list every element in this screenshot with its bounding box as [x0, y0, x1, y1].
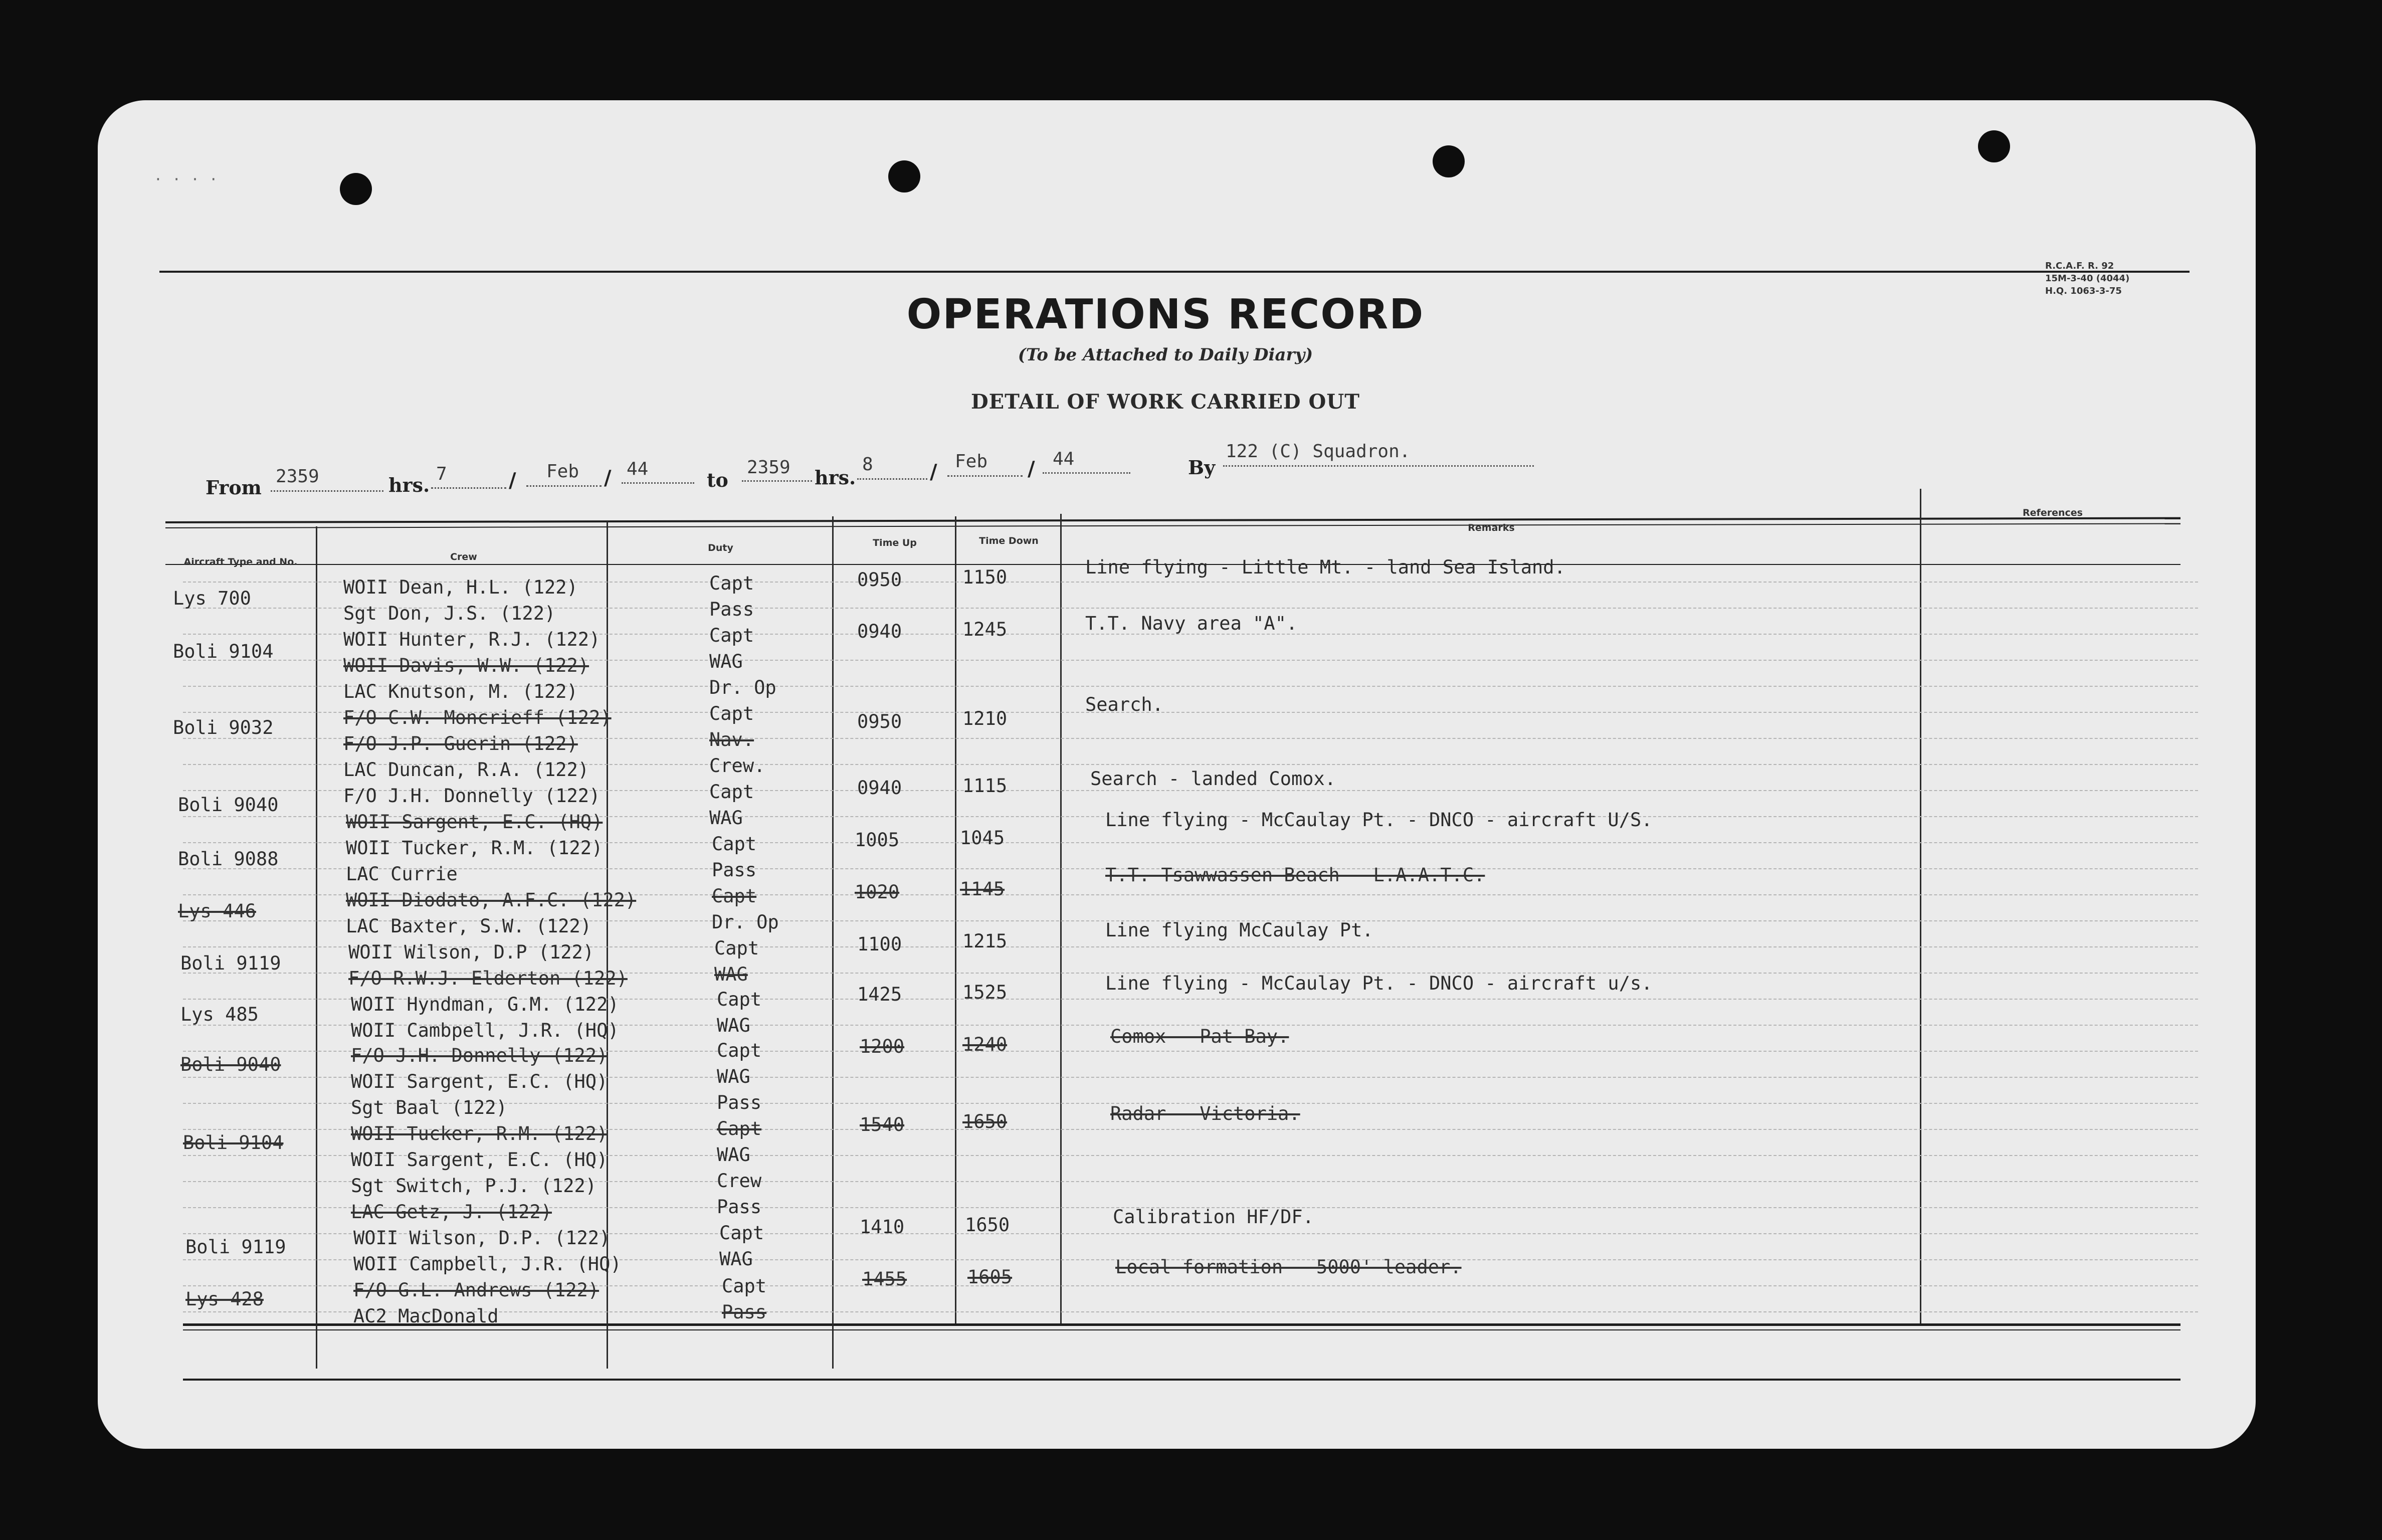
- header-time-down: Time Down: [979, 535, 1039, 546]
- aircraft-cell: Boli 9119: [180, 952, 281, 974]
- aircraft-cell: Boli 9032: [173, 717, 274, 738]
- crew-cell: F/O J.H. Donnelly (122): [343, 785, 601, 807]
- duty-cell: WAG: [717, 1144, 750, 1166]
- date-separator: /: [509, 469, 516, 492]
- remarks-cell: Line flying - Little Mt. - land Sea Island.: [1085, 556, 1565, 578]
- duty-cell: Pass: [712, 859, 757, 881]
- crew-cell: WOII Cambpell, J.R. (HQ): [351, 1020, 619, 1041]
- crew-cell: WOII Hunter, R.J. (122): [343, 629, 601, 650]
- time-down-cell: 1115: [962, 775, 1008, 797]
- header-remarks: Remarks: [1468, 522, 1515, 533]
- time-down-cell: 1525: [962, 982, 1008, 1003]
- time-down-cell: 1215: [962, 930, 1008, 952]
- from-year-line: [622, 482, 694, 484]
- to-time: 2359: [747, 457, 790, 478]
- header-references: References: [2023, 507, 2083, 518]
- aircraft-cell: Boli 9088: [178, 848, 279, 870]
- aircraft-cell: Boli 9104: [183, 1132, 284, 1153]
- remarks-cell: Radar - Victoria.: [1110, 1103, 1300, 1124]
- duty-cell: Pass: [709, 599, 754, 620]
- duty-cell: Capt: [709, 625, 754, 646]
- aircraft-cell: Lys 446: [178, 900, 256, 922]
- card-bottom-rule: [183, 1379, 2180, 1381]
- aircraft-cell: Boli 9040: [180, 1054, 281, 1075]
- time-down-cell: 1145: [960, 878, 1005, 900]
- duty-cell: Capt: [712, 833, 757, 855]
- header-duty: Duty: [708, 542, 733, 553]
- column-divider: [832, 516, 834, 1369]
- to-day: 8: [862, 454, 873, 475]
- crew-cell: F/O J.P. Guerin (122): [343, 733, 578, 754]
- crew-cell: LAC Getz, J. (122): [351, 1201, 552, 1223]
- to-day-line: [857, 478, 927, 480]
- hrs-label-2: hrs.: [815, 466, 856, 489]
- remarks-cell: T.T. Navy area "A".: [1085, 613, 1298, 634]
- crew-cell: WOII Diodato, A.F.C. (122): [346, 889, 637, 911]
- date-separator: /: [604, 466, 612, 490]
- crew-cell: F/O J.H. Donnelly (122): [351, 1045, 608, 1066]
- remarks-cell: Line flying - McCaulay Pt. - DNCO - aircraft U/S.: [1105, 809, 1653, 831]
- column-divider: [316, 526, 317, 1369]
- remarks-cell: Search - landed Comox.: [1090, 768, 1336, 790]
- time-up-cell: 1100: [857, 933, 902, 955]
- remarks-cell: T.T. Tsawwassen Beach - L.A.A.T.C.: [1105, 864, 1485, 886]
- from-time: 2359: [276, 466, 319, 487]
- squadron-line: [1223, 465, 1534, 467]
- to-label: to: [707, 469, 728, 491]
- form-ref-line: 15M-3-40 (4044): [2045, 273, 2130, 284]
- crew-cell: WOII Sargent, E.C. (HQ): [351, 1149, 608, 1171]
- date-separator: /: [930, 460, 937, 484]
- time-down-cell: 1650: [962, 1111, 1008, 1132]
- time-up-cell: 1020: [855, 881, 900, 903]
- from-month: Feb: [546, 461, 579, 482]
- header-aircraft: Aircraft Type and No.: [183, 556, 298, 567]
- punch-hole: [1433, 145, 1465, 177]
- crew-cell: WOII Tucker, R.M. (122): [346, 837, 603, 859]
- crew-cell: WOII Tucker, R.M. (122): [351, 1123, 608, 1144]
- form-ref-line: H.Q. 1063-3-75: [2045, 286, 2122, 296]
- duty-cell: WAG: [717, 1015, 750, 1036]
- crew-cell: LAC Duncan, R.A. (122): [343, 759, 589, 781]
- duty-cell: WAG: [714, 964, 748, 985]
- time-up-cell: 1455: [862, 1268, 907, 1290]
- crew-cell: F/O R.W.J. Elderton (122): [348, 968, 628, 989]
- crew-cell: LAC Baxter, S.W. (122): [346, 915, 592, 937]
- from-label: From: [206, 476, 262, 499]
- duty-cell: Dr. Op: [712, 911, 779, 933]
- duty-cell: Capt: [709, 572, 754, 594]
- remarks-cell: Search.: [1085, 694, 1163, 715]
- crew-cell: WOII Wilson, D.P (122): [348, 941, 594, 963]
- date-separator: /: [1028, 457, 1035, 481]
- to-year: 44: [1053, 449, 1075, 469]
- time-down-cell: 1605: [967, 1266, 1013, 1288]
- crew-cell: Sgt Don, J.S. (122): [343, 603, 556, 624]
- to-month-line: [947, 475, 1023, 477]
- crew-cell: AC2 MacDonald: [353, 1305, 499, 1327]
- time-down-cell: 1650: [965, 1214, 1010, 1236]
- duty-cell: Pass: [717, 1092, 762, 1113]
- from-time-line: [271, 490, 383, 492]
- duty-cell: WAG: [709, 651, 743, 672]
- aircraft-cell: Boli 9119: [185, 1236, 286, 1258]
- remarks-cell: Calibration HF/DF.: [1113, 1206, 1314, 1228]
- duty-cell: WAG: [719, 1248, 753, 1270]
- hrs-label: hrs.: [388, 474, 430, 496]
- section-heading: DETAIL OF WORK CARRIED OUT: [970, 390, 1360, 414]
- duty-cell: WAG: [709, 807, 743, 829]
- duty-cell: WAG: [717, 1066, 750, 1087]
- duty-cell: Dr. Op: [709, 677, 776, 698]
- from-year: 44: [627, 459, 649, 479]
- aircraft-cell: Lys 485: [180, 1004, 259, 1025]
- time-up-cell: 1410: [860, 1216, 905, 1238]
- aircraft-cell: Lys 700: [173, 588, 251, 609]
- duty-cell: Nav.: [709, 729, 754, 750]
- crew-cell: WOII Wilson, D.P. (122): [353, 1227, 611, 1249]
- squadron: 122 (C) Squadron.: [1226, 441, 1411, 462]
- duty-cell: Capt: [717, 989, 762, 1010]
- duty-cell: Capt: [717, 1040, 762, 1061]
- crew-cell: Sgt Switch, P.J. (122): [351, 1175, 597, 1197]
- time-down-cell: 1210: [962, 708, 1008, 729]
- time-down-cell: 1240: [962, 1034, 1008, 1055]
- from-day: 7: [436, 464, 447, 484]
- remarks-cell: Line flying McCaulay Pt.: [1105, 919, 1373, 941]
- duty-cell: Capt: [722, 1275, 767, 1297]
- aircraft-cell: Boli 9040: [178, 794, 279, 816]
- page-title: OPERATIONS RECORD: [906, 291, 1425, 338]
- time-down-cell: 1245: [962, 619, 1008, 640]
- duty-cell: Pass: [722, 1301, 767, 1323]
- page-subtitle: (To be Attached to Daily Diary): [1018, 345, 1313, 365]
- crew-cell: WOII Hyndman, G.M. (122): [351, 994, 619, 1015]
- duty-cell: Capt: [714, 937, 759, 959]
- crew-cell: WOII Dean, H.L. (122): [343, 576, 578, 598]
- duty-cell: Crew.: [709, 755, 765, 777]
- duty-cell: Capt: [717, 1118, 762, 1139]
- crew-cell: WOII Davis, W.W. (122): [343, 655, 589, 676]
- form-ref-line: R.C.A.F. R. 92: [2045, 261, 2114, 271]
- crew-cell: LAC Currie: [346, 863, 458, 885]
- crew-cell: LAC Knutson, M. (122): [343, 681, 578, 702]
- crew-cell: WOII Sargent, E.C. (HQ): [346, 811, 603, 833]
- punch-hole: [340, 173, 372, 205]
- duty-cell: Capt: [709, 781, 754, 803]
- corner-dots: ····: [155, 169, 230, 189]
- crew-cell: F/O G.L. Andrews (122): [353, 1279, 600, 1301]
- from-day-line: [431, 487, 506, 489]
- time-up-cell: 0940: [857, 777, 902, 799]
- crew-cell: WOII Campbell, J.R. (HQ): [353, 1253, 622, 1275]
- remarks-cell: Local formation - 5000' leader.: [1115, 1256, 1462, 1278]
- crew-cell: F/O C.W. Moncrieff (122): [343, 707, 612, 728]
- time-up-cell: 0950: [857, 711, 902, 732]
- time-down-cell: 1150: [962, 566, 1008, 588]
- duty-cell: Capt: [712, 885, 757, 907]
- column-divider: [1920, 489, 1921, 1323]
- punch-hole: [888, 160, 920, 192]
- header-crew: Crew: [450, 551, 477, 562]
- time-up-cell: 1005: [855, 829, 900, 851]
- to-year-line: [1043, 472, 1130, 474]
- crew-cell: Sgt Baal (122): [351, 1097, 507, 1118]
- from-month-line: [526, 485, 602, 487]
- time-up-cell: 0940: [857, 621, 902, 642]
- table-bottom-rule-2: [183, 1329, 2180, 1330]
- crew-cell: WOII Sargent, E.C. (HQ): [351, 1071, 608, 1092]
- time-up-cell: 1200: [860, 1036, 905, 1057]
- duty-cell: Capt: [709, 703, 754, 724]
- punch-hole: [1978, 130, 2010, 162]
- duty-cell: Capt: [719, 1222, 764, 1244]
- time-up-cell: 1425: [857, 984, 902, 1005]
- time-down-cell: 1045: [960, 827, 1005, 849]
- remarks-cell: Line flying - McCaulay Pt. - DNCO - aircraft u/s.: [1105, 973, 1653, 994]
- aircraft-cell: Lys 428: [185, 1288, 264, 1310]
- to-time-line: [742, 480, 812, 482]
- by-label: By: [1188, 456, 1216, 479]
- duty-cell: Pass: [717, 1196, 762, 1218]
- column-divider: [1060, 514, 1062, 1323]
- header-time-up: Time Up: [873, 537, 917, 548]
- column-divider: [955, 516, 956, 1323]
- aircraft-cell: Boli 9104: [173, 641, 274, 662]
- remarks-cell: Comox - Pat Bay.: [1110, 1026, 1289, 1047]
- time-up-cell: 1540: [860, 1114, 905, 1135]
- time-up-cell: 0950: [857, 569, 902, 591]
- form-reference: [2045, 260, 2129, 297]
- top-rule: [159, 271, 2190, 273]
- to-month: Feb: [955, 451, 988, 472]
- duty-cell: Crew: [717, 1170, 762, 1192]
